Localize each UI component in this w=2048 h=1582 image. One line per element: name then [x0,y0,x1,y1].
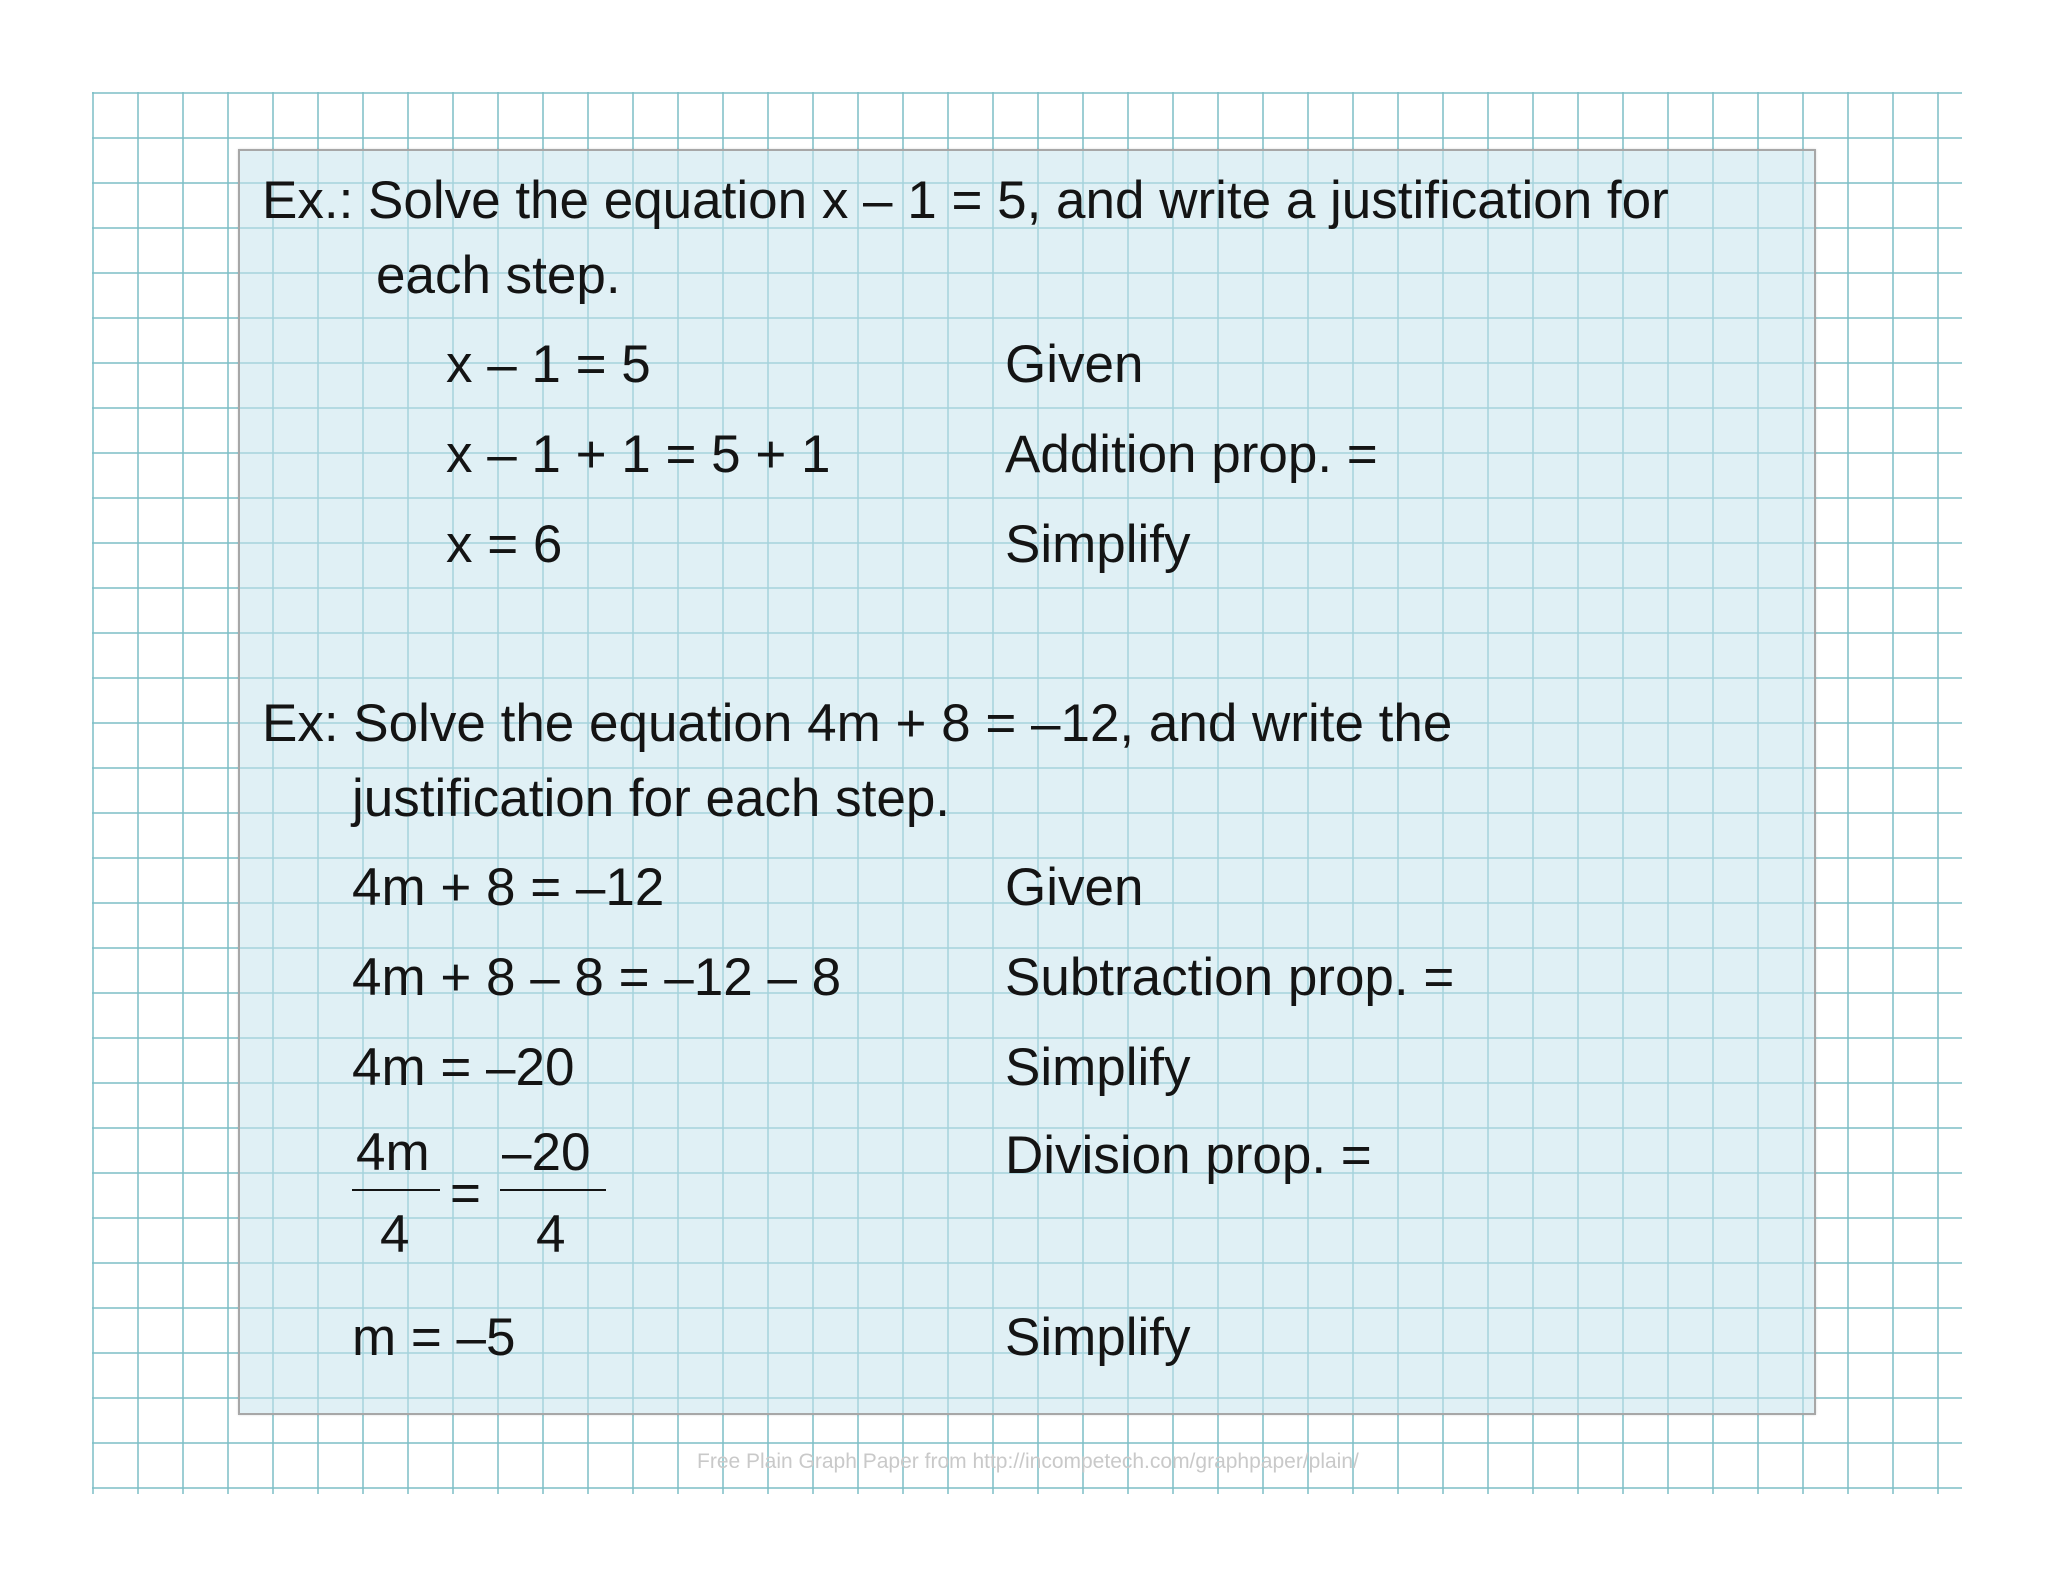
example1-step1-reason: Given [1005,335,1144,394]
example2-prompt-line1: Ex: Solve the equation 4m + 8 = –12, and write the [262,694,1453,753]
fraction-right-denominator: 4 [536,1205,566,1264]
example2-division-fraction [350,1122,600,1262]
example1-step2-reason: Addition prop. = [1005,425,1378,484]
example1-step2-expr: x – 1 + 1 = 5 + 1 [446,425,831,484]
fraction-left-bar [352,1189,440,1191]
graph-paper-watermark: Free Plain Graph Paper from http://incompetech.com/graphpaper/plain/ [697,1450,1359,1473]
example2-prompt-line2: justification for each step. [352,769,951,828]
example2-step3-reason: Simplify [1005,1038,1191,1097]
example2-step1-expr: 4m + 8 = –12 [352,858,665,917]
fraction-right-numerator: –20 [502,1123,591,1182]
example2-step5-expr: m = –5 [352,1308,516,1367]
example1-prompt-line1: Ex.: Solve the equation x – 1 = 5, and write a justification for [262,171,1669,230]
fraction-equals-sign: = [450,1164,481,1223]
fraction-right-bar [500,1189,606,1191]
example1-prompt-line2: each step. [376,246,621,305]
example2-step4-reason: Division prop. = [1005,1126,1372,1185]
example1-step3-expr: x = 6 [446,515,563,574]
example2-step2-reason: Subtraction prop. = [1005,948,1455,1007]
example2-step3-expr: 4m = –20 [352,1038,575,1097]
fraction-left-denominator: 4 [380,1205,410,1264]
example1-step3-reason: Simplify [1005,515,1191,574]
example1-step1-expr: x – 1 = 5 [446,335,651,394]
example2-step5-reason: Simplify [1005,1308,1191,1367]
fraction-left-numerator: 4m [356,1123,430,1182]
example2-step1-reason: Given [1005,858,1144,917]
example2-step2-expr: 4m + 8 – 8 = –12 – 8 [352,948,842,1007]
